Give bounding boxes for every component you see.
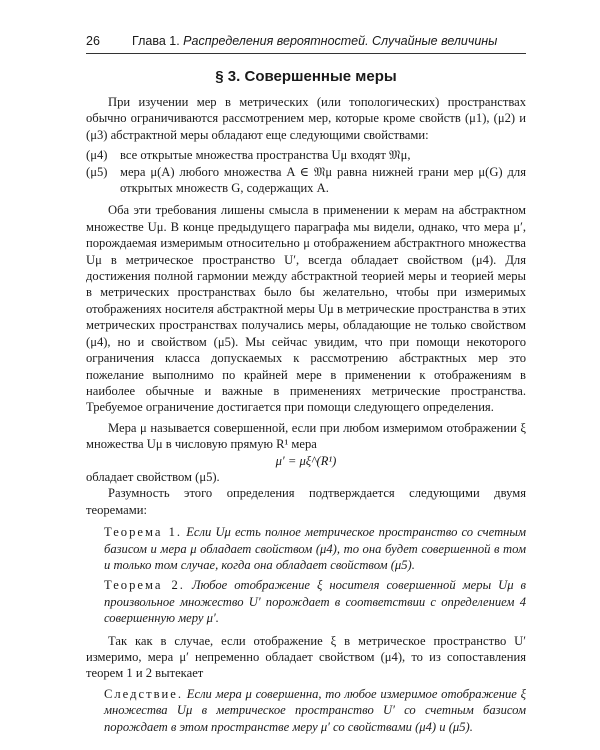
paragraph-discussion: Оба эти требования лишены смысла в применении к мерам на абстрактном множестве Uμ. В конце предыдущего параграфа мы видели, однако, что мера μ′, порождаемая измеримым относительно μ отображением абстрактного множества Uμ в метрическое пространство U′, всегда обладает свойством (μ4). Для достижения полной гармонии между абстрактной теорией меры и теорией меры в метрических пространствах было бы желательно, чтобы при измеримых отображениях носителя абстрактной меры Uμ в метрические пространства в этих метрических пространствах получались меры, обладающие не только свойством (μ4), но и свойством (μ5). Мы сейчас увидим, что при помощи некоторого ограничения класса допускаемых к рассмотрению абстрактных мер это пожелание выполнимо по крайней мере в применении к отображениям в наиболее обычные и важные в применениях метрические пространства. Требуемое ограничение достигается при помощи следующего определения. <box>86 203 526 415</box>
corollary-text: Если мера μ совершенна, то любое измеримое отображение ξ множества Uμ в метрическое пространство U′ со счетным базисом порождает в этом пространстве меру μ′ со свойствами (μ4) и (μ5). <box>104 686 526 734</box>
theorem-1-text: Если Uμ есть полное метрическое пространство со счетным базисом и мера μ обладает свойством (μ4), то она будет совершенной в том и только том случае, когда она обладает свойством (μ5). <box>104 525 526 572</box>
paragraph-property: обладает свойством (μ5). <box>86 469 220 484</box>
property-mu4 <box>86 147 526 163</box>
paragraph-consequence: Так как в случае, если отображение ξ в метрическое пространство U′ измеримо, мера μ′ непременно обладает свойством (μ4), то из сопоставления теорем 1 и 2 вытекает <box>86 633 526 681</box>
theorem-2 <box>86 577 526 626</box>
paragraph-intro: При изучении мер в метрических (или топологических) пространствах обычно ограничиваются рассмотрением мер, которые кроме свойств (μ1), (μ2) и (μ3) абстрактной меры обладают еще следующими свойствами: <box>86 95 526 142</box>
property-mu5-label: (μ5) <box>86 164 108 179</box>
corollary <box>86 686 526 735</box>
page-body <box>86 94 526 735</box>
chapter-number: Глава 1. <box>132 34 180 48</box>
property-mu4-label: (μ4) <box>86 148 108 163</box>
paragraph-theorems-intro: Разумность этого определения подтверждается следующими двумя теоремами: <box>86 486 526 517</box>
corollary-label: Следствие. <box>104 686 184 701</box>
chapter-title: Распределения вероятностей. Случайные величины <box>183 34 498 48</box>
property-mu5 <box>86 164 526 197</box>
property-mu5-text: мера μ(A) любого множества A ∈ 𝔐μ равна нижней грани мер μ(G) для открытых множеств G, содержащих A. <box>120 164 526 196</box>
theorem-2-label: Теорема 2. <box>104 578 185 593</box>
property-mu4-text: все открытые множества пространства Uμ входят 𝔐μ, <box>120 148 411 163</box>
formula-perfect-measure: μ′ = μξ^(R¹) <box>275 453 337 468</box>
theorem-1 <box>86 524 526 573</box>
theorem-1-label: Теорема 1. <box>104 525 183 540</box>
page-number: 26 <box>86 34 100 48</box>
section-title: § 3. Совершенные меры <box>215 68 397 85</box>
header-rule <box>86 53 526 54</box>
running-header <box>86 34 526 52</box>
chapter-heading <box>132 34 497 48</box>
paragraph-definition: Мера μ называется совершенной, если при любом измеримом отображении ξ множества Uμ в числовую прямую R¹ мера <box>86 420 526 452</box>
theorem-2-text: Любое отображение ξ носителя совершенной меры Uμ в произвольное множество U′ порождает в соответствии с определением 4 совершенную меру μ′. <box>104 578 526 626</box>
